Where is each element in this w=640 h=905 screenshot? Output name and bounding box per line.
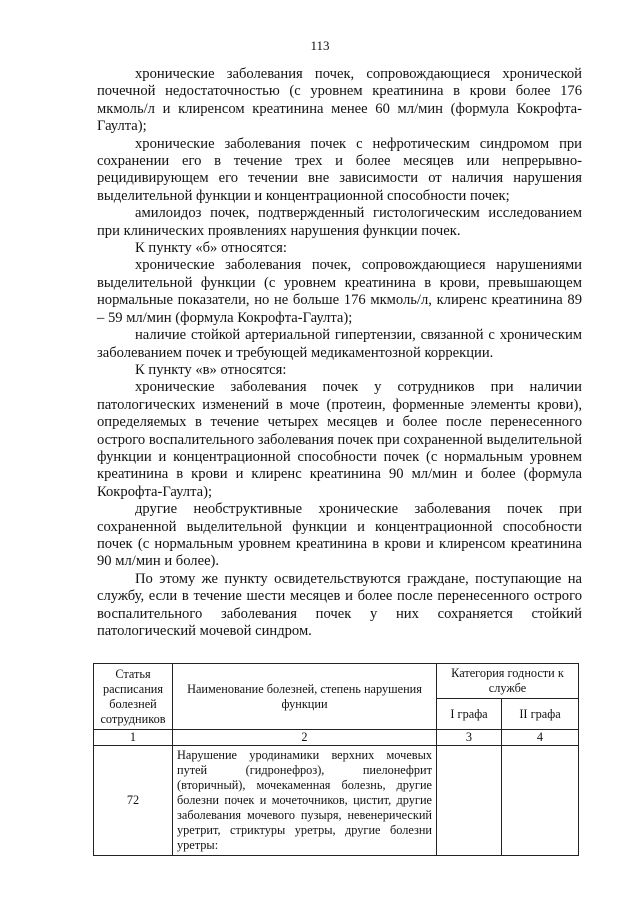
column-number: 2 — [173, 730, 437, 746]
paragraph: наличие стойкой артериальной гипертензии, связанной с хроническим заболеванием почек и требующей медикаментозной коррекции. — [97, 327, 582, 361]
column-number: 1 — [94, 730, 173, 746]
paragraph: хронические заболевания почек с нефротическим синдромом при сохранении его в течение трех и более месяцев или непрерывно-рецидивирующем его течении вне зависимости от наличия нарушения выделительной функции и концентрационной способности почек; — [97, 135, 582, 204]
paragraph: амилоидоз почек, подтвержденный гистологическим исследованием при клинических проявлениях нарушения функции почек. — [97, 205, 582, 239]
table-numbering-row — [94, 730, 579, 746]
paragraph: хронические заболевания почек, сопровождающиеся нарушениями выделительной функции (с уровнем креатинина в крови, превышающем нормальные показатели, но не больше 176 мкмоль/л, клиренс креатинина 89 – 59 мл/мин (формула Кокрофта-Гаулта); — [97, 257, 582, 326]
paragraph: хронические заболевания почек, сопровождающиеся хронической почечной недостаточностью (с уровнем креатинина в крови более 176 мкмоль/л и клиренсом креатинина менее 60 мл/мин (формула Кокрофта-Гаулта); — [97, 66, 582, 135]
disease-description: Нарушение уродинамики верхних мочевых путей (гидронефроз), пиелонефрит (вторичный), мочекаменная болезнь, другие болезни почек и мочеточников, цистит, другие заболевания мочевого пузыря, невенерический уретрит, стриктуры уретры, другие болезни уретры: — [173, 746, 437, 856]
header-col-2: II графа — [502, 699, 579, 730]
column-number: 3 — [437, 730, 502, 746]
paragraph: хронические заболевания почек у сотрудников при наличии патологических изменений в моче (протеин, форменные элементы крови), определяемых в течение четырех месяцев и более после перенесенного острого воспалительного заболевания почек при сохраненной выделительной функции и концентрационной способности почек (с нормальным уровнем креатинина в крови и клиренс креатинина 90 мл/мин и более (формула Кокрофта-Гаулта); — [97, 379, 582, 500]
article-number: 72 — [94, 746, 173, 856]
body-text — [97, 66, 582, 640]
disease-schedule-table — [93, 663, 579, 856]
header-col-1: I графа — [437, 699, 502, 730]
column-number: 4 — [502, 730, 579, 746]
paragraph: К пункту «б» относятся: — [135, 240, 287, 257]
header-article: Статья расписания болезней сотрудников — [94, 664, 173, 730]
header-name: Наименование болезней, степень нарушения функции — [173, 664, 437, 730]
paragraph: По этому же пункту освидетельствуются граждане, поступающие на службу, если в течение шести месяцев и более после перенесенного острого воспалительного заболевания почек у них сохраняется стойкий патологический мочевой синдром. — [97, 570, 582, 639]
table-header-row — [94, 664, 579, 699]
table-row — [94, 746, 579, 856]
header-category: Категория годности к службе — [437, 664, 579, 699]
page-number: 113 — [310, 38, 330, 53]
category-col-1 — [437, 746, 502, 856]
paragraph: другие необструктивные хронические заболевания почек при сохраненной выделительной функции и концентрационной способности почек (с нормальным уровнем креатинина в крови и клиренсом креатинина 90 мл/мин и более). — [97, 501, 582, 570]
paragraph: К пункту «в» относятся: — [135, 361, 287, 378]
category-col-2 — [502, 746, 579, 856]
